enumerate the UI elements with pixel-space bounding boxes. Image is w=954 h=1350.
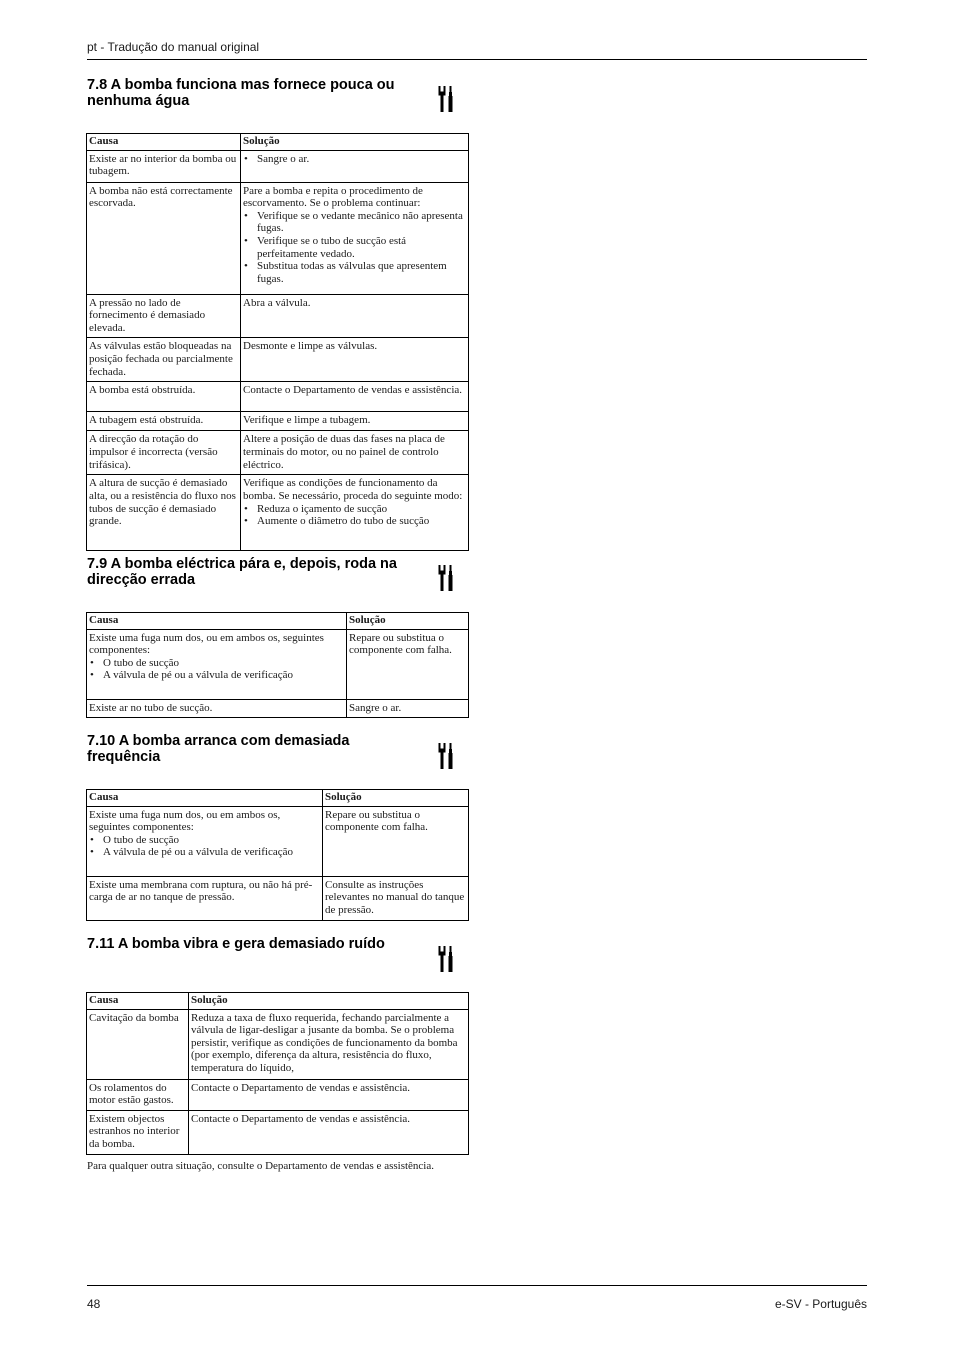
bullet-item: • Verifique se o tubo de sucção está perfeitamente vedado. <box>243 235 466 260</box>
wrench-screwdriver-icon <box>437 743 453 769</box>
cell-text: Existem objectos estranhos no interior da bomba. <box>89 1112 180 1150</box>
bullet-list <box>89 657 344 682</box>
cell-text: Altere a posição de duas das fases na placa de terminais do motor, ou no painel de controlo eléctrico. <box>243 433 445 471</box>
section-title-7-9: 7.9 A bomba eléctrica pára e, depois, roda na direcção errada <box>87 556 397 588</box>
bullet-item: • A válvula de pé ou a válvula de verificação <box>89 846 320 859</box>
table-row <box>87 338 469 382</box>
bullet-list <box>243 503 466 528</box>
cause-cell <box>87 1009 189 1079</box>
cell-text: Existe ar no interior da bomba ou tubagem. <box>89 152 237 178</box>
cell-text: Desmonte e limpe as válvulas. <box>243 340 378 353</box>
bullet-list <box>243 210 466 286</box>
section-title-7-8: 7.8 A bomba funciona mas fornece pouca ou nenhuma água <box>87 77 395 109</box>
section-title-7-10: 7.10 A bomba arranca com demasiada frequência <box>87 733 350 765</box>
column-header-causa: Causa <box>87 790 323 807</box>
solution-cell <box>241 182 469 294</box>
cause-cell <box>87 338 241 382</box>
table-row <box>87 1110 469 1154</box>
footer-product: e-SV - Português <box>774 1297 867 1311</box>
cell-text: Reduza a taxa de fluxo requerida, fechando parcialmente a válvula de ligar-desligar a jusante da bomba. Se o problema persistir, verifique as condições de funcionamento da bomba (por exemplo, diferença da altura, resistência do fluxo, temperatura do líquido, <box>191 1011 458 1074</box>
cell-text: Contacte o Departamento de vendas e assistência. <box>243 384 463 397</box>
cell-text: As válvulas estão bloqueadas na posição fechada ou parcialmente fechada. <box>89 340 233 378</box>
cause-cell <box>87 876 323 920</box>
column-header-solucao: Solução <box>323 790 469 807</box>
solution-cell <box>189 1079 469 1110</box>
wrench-screwdriver-icon <box>437 86 453 112</box>
cell-text: Repare ou substitua o componente com falha. <box>325 808 428 834</box>
bullet-list <box>89 834 320 859</box>
bullet-item: • Substitua todas as válvulas que apresentem fugas. <box>243 260 466 285</box>
table-row <box>87 1079 469 1110</box>
cell-text: Repare ou substitua o componente com falha. <box>349 631 452 657</box>
cell-text: Consulte as instruções relevantes no manual do tanque de pressão. <box>325 878 465 916</box>
cause-cell <box>87 699 347 718</box>
wrench-screwdriver-icon <box>437 946 453 972</box>
table-row <box>87 629 469 699</box>
solution-cell <box>323 806 469 876</box>
table-row <box>87 412 469 431</box>
table-row <box>87 431 469 475</box>
cell-text: Abra a válvula. <box>243 296 311 309</box>
cell-text: A altura de sucção é demasiado alta, ou a resistência do fluxo nos tubos de sucção é demasiado grande. <box>89 477 236 528</box>
wrench-screwdriver-icon <box>437 565 453 591</box>
column-header-causa: Causa <box>87 134 241 151</box>
solution-cell <box>241 382 469 412</box>
troubleshooting-table-7-9 <box>86 612 469 718</box>
bullet-item: • O tubo de sucção <box>89 657 344 670</box>
bullet-item: • Reduza o içamento de sucção <box>243 503 466 516</box>
bullet-item: • O tubo de sucção <box>89 834 320 847</box>
cell-text: Cavitação da bomba <box>89 1011 179 1024</box>
solution-cell <box>241 150 469 182</box>
column-header-solucao: Solução <box>347 613 469 630</box>
cause-cell <box>87 1110 189 1154</box>
column-header-causa: Causa <box>87 993 189 1010</box>
solution-cell <box>347 699 469 718</box>
section-title-7-11: 7.11 A bomba vibra e gera demasiado ruído <box>87 936 385 952</box>
cell-text: A bomba não está correctamente escorvada. <box>89 184 233 210</box>
cell-text: Existe ar no tubo de sucção. <box>89 701 213 714</box>
cell-text: Contacte o Departamento de vendas e assistência. <box>191 1112 411 1125</box>
solution-cell <box>323 876 469 920</box>
table-row <box>87 699 469 718</box>
footer-divider <box>87 1285 867 1286</box>
table-row <box>87 150 469 182</box>
table-row <box>87 182 469 294</box>
solution-cell <box>347 629 469 699</box>
column-header-causa: Causa <box>87 613 347 630</box>
solution-cell <box>241 412 469 431</box>
bullet-item: • A válvula de pé ou a válvula de verificação <box>89 669 344 682</box>
cell-text: Existe uma membrana com ruptura, ou não há pré-carga de ar no tanque de pressão. <box>89 878 313 904</box>
troubleshooting-table-7-8 <box>86 133 469 551</box>
page-number: 48 <box>87 1297 101 1311</box>
cause-cell <box>87 629 347 699</box>
bullet-item: • Aumente o diâmetro do tubo de sucção <box>243 515 466 528</box>
header-divider <box>87 59 867 60</box>
cause-cell <box>87 1079 189 1110</box>
solution-cell <box>189 1110 469 1154</box>
cell-text: Existe uma fuga num dos, ou em ambos os, seguintes componentes: <box>89 631 324 657</box>
cell-text: A pressão no lado de fornecimento é demasiado elevada. <box>89 296 206 334</box>
bullet-item: • Verifique se o vedante mecânico não apresenta fugas. <box>243 210 466 235</box>
table-row <box>87 876 469 920</box>
troubleshooting-table-7-10 <box>86 789 469 921</box>
cell-text: Pare a bomba e repita o procedimento de escorvamento. Se o problema continuar: <box>243 184 423 210</box>
table-row <box>87 806 469 876</box>
cell-text: Sangre o ar. <box>349 701 402 714</box>
cell-text: Verifique e limpe a tubagem. <box>243 414 371 427</box>
column-header-solucao: Solução <box>189 993 469 1010</box>
closing-note: Para qualquer outra situação, consulte o Departamento de vendas e assistência. <box>87 1160 434 1172</box>
table-row <box>87 294 469 338</box>
solution-cell <box>189 1009 469 1079</box>
table-row <box>87 475 469 551</box>
cell-text: Verifique as condições de funcionamento da bomba. Se necessário, proceda do seguinte modo: <box>243 477 463 502</box>
cause-cell <box>87 294 241 338</box>
bullet-item: • Sangre o ar. <box>243 153 466 166</box>
cause-cell <box>87 382 241 412</box>
solution-cell <box>241 294 469 338</box>
troubleshooting-table-7-11 <box>86 992 469 1155</box>
table-row <box>87 1009 469 1079</box>
solution-cell <box>241 475 469 551</box>
cell-text: A tubagem está obstruída. <box>89 414 204 427</box>
cause-cell <box>87 182 241 294</box>
column-header-solucao: Solução <box>241 134 469 151</box>
cause-cell <box>87 412 241 431</box>
solution-cell <box>241 338 469 382</box>
page-header: pt - Tradução do manual original <box>87 40 260 54</box>
bullet-list <box>243 153 466 166</box>
cause-cell <box>87 431 241 475</box>
cell-text: Contacte o Departamento de vendas e assistência. <box>191 1081 411 1094</box>
cell-text: A bomba está obstruída. <box>89 384 196 397</box>
cause-cell <box>87 150 241 182</box>
cause-cell <box>87 806 323 876</box>
cell-text: Os rolamentos do motor estão gastos. <box>89 1081 174 1107</box>
solution-cell <box>241 431 469 475</box>
cause-cell <box>87 475 241 551</box>
cell-text: A direcção da rotação do impulsor é incorrecta (versão trifásica). <box>89 433 218 471</box>
cell-text: Existe uma fuga num dos, ou em ambos os, seguintes componentes: <box>89 808 281 834</box>
table-row <box>87 382 469 412</box>
